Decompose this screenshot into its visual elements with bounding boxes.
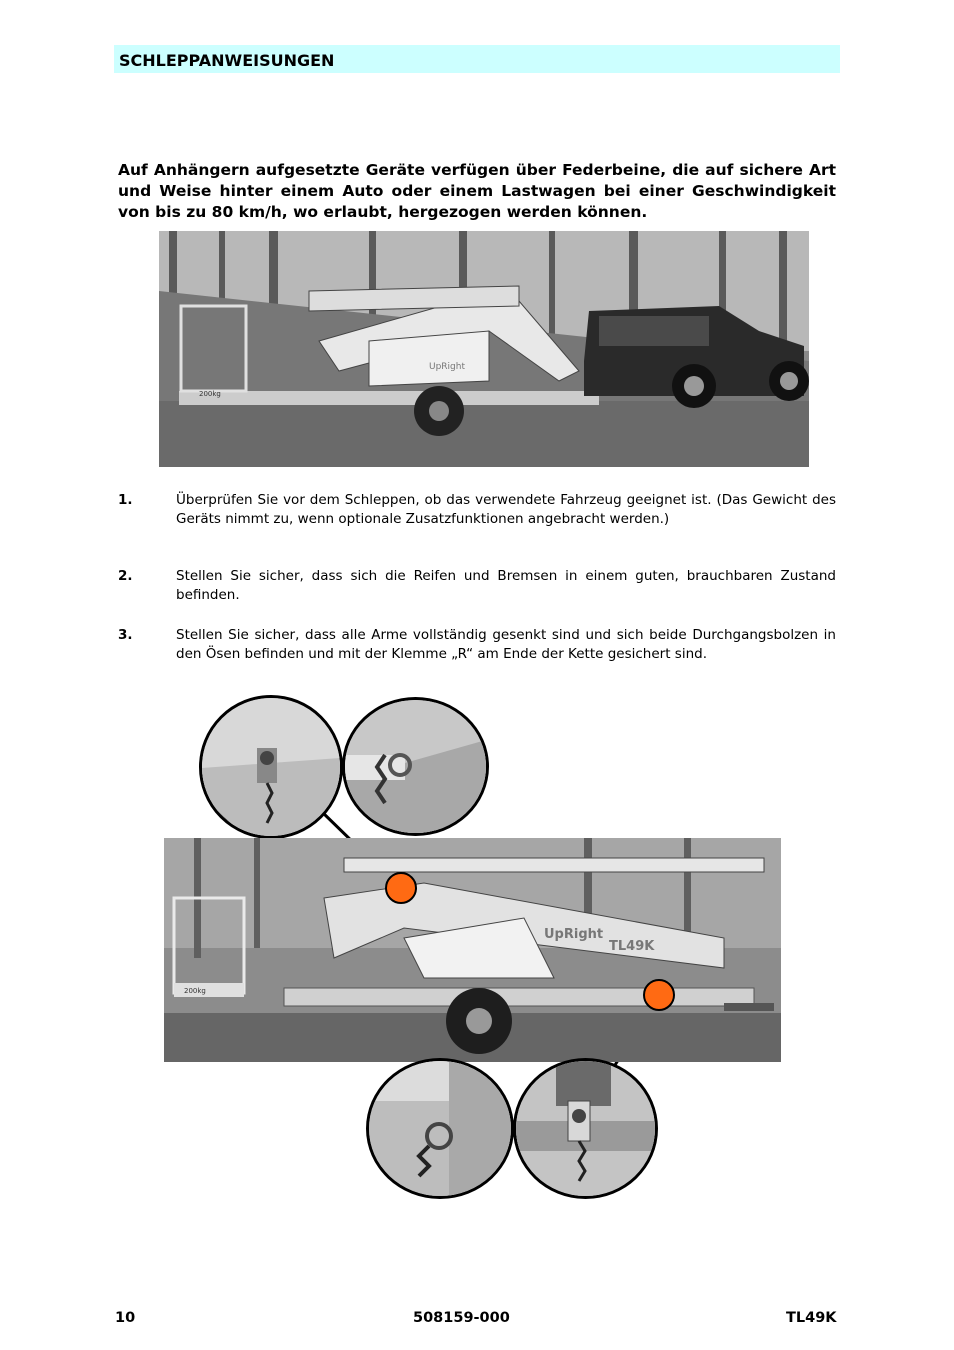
section-title: SCHLEPPANWEISUNGEN (119, 51, 335, 70)
detail-circle-pin-left (199, 695, 343, 839)
step-text: Überprüfen Sie vor dem Schleppen, ob das verwendete Fahrzeug geeignet ist. (Das Gewicht des Geräts nimmt zu, wenn optionale Zusatzfunktionen angebracht werden.) (176, 492, 836, 527)
photo-model-label: TL49K (609, 939, 655, 954)
detail-circle-pin-lower-right (513, 1058, 658, 1199)
step-number: 2. (118, 568, 133, 584)
photo-brand-label: UpRight (429, 362, 465, 372)
side-view-photo (164, 838, 781, 1062)
document-number: 508159-000 (413, 1310, 510, 1326)
photo-brand-label-2: UpRight (544, 927, 604, 942)
step-number: 3. (118, 627, 133, 643)
model-name: TL49K (786, 1310, 837, 1326)
step-text: Stellen Sie sicher, dass alle Arme vollständig gesenkt sind und sich beide Durchgangsbolzen in den Ösen befinden und mit der Klemme „R“ am Ende der Kette gesichert sind. (176, 627, 836, 662)
pin-location-marker (643, 979, 675, 1011)
pin-location-marker (385, 872, 417, 904)
detail-circle-pin-right (342, 697, 489, 836)
page-number: 10 (115, 1310, 136, 1326)
step-text: Stellen Sie sicher, dass sich die Reifen und Bremsen in einem guten, brauchbaren Zustand befinden. (176, 568, 836, 603)
photo-load-label: 200kg (199, 390, 221, 398)
intro-paragraph: Auf Anhängern aufgesetzte Geräte verfügen über Federbeine, die auf sichere Art und Weise hinter einem Auto oder einem Lastwagen bei einer Geschwindigkeit von bis zu 80 km/h, wo erlaubt, hergezogen werden können. (118, 161, 836, 221)
photo-load-label-2: 200kg (184, 987, 206, 995)
step-number: 1. (118, 492, 133, 508)
detail-circle-pin-lower-left (366, 1058, 514, 1199)
